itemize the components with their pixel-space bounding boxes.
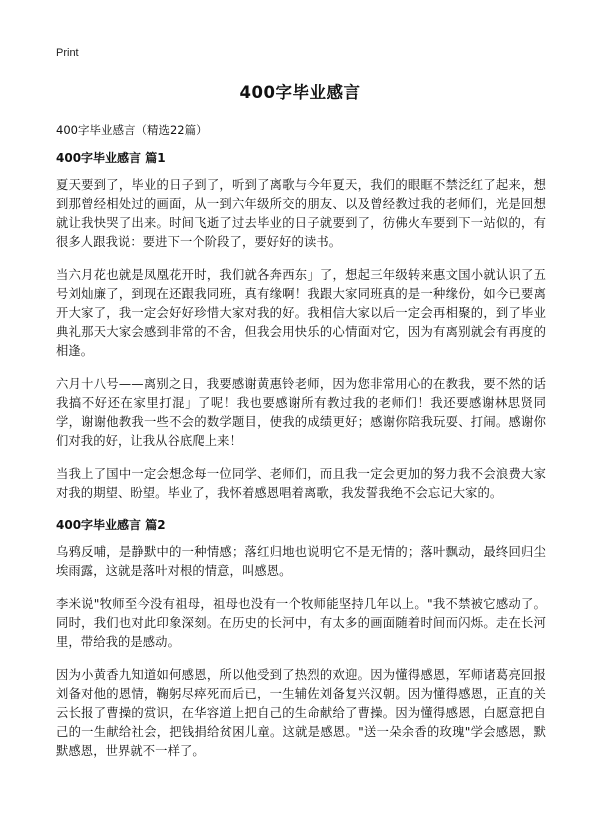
section-2 xyxy=(56,517,546,761)
paragraph: 当六月花也就是凤凰花开时，我们就各奔西东」了，想起三年级转来惠文国小就认识了五号刘灿廉了，到现在还跟我同班，真有缘啊！我跟大家同班真的是一种缘份，如今已要离开大家了，我一定会好好珍惜大家对我的好。我相信大家以后一定会再相聚的，到了毕业典礼那天大家会感到非常的不舍，但我会用快乐的心情面对它，因为有离别就会有再度的相逢。 xyxy=(56,268,546,358)
section-heading: 400字毕业感言 篇2 xyxy=(56,518,166,532)
paragraph: 夏天要到了，毕业的日子到了，听到了离歌与今年夏天，我们的眼眶不禁泛红了起来，想到那曾经相处过的画面，从一到六年级所交的朋友、以及曾经教过我的老师们，光是回想就让我快哭了出来。时间飞逝了过去毕业的日子就要到了，彷佛火车要到下一站似的，有很多人跟我说：要进下一个阶段了，要好好的读书。 xyxy=(56,178,546,249)
page-subtitle: 400字毕业感言（精选22篇） xyxy=(56,123,208,137)
print-link[interactable]: Print xyxy=(56,47,79,59)
section-heading: 400字毕业感言 篇1 xyxy=(56,151,166,165)
page-title: 400字毕业感言 xyxy=(239,83,361,102)
section-1 xyxy=(56,150,546,503)
paragraph: 当我上了国中一定会想念每一位同学、老师们，而且我一定会更加的努力我不会浪费大家对我的期望、盼望。毕业了，我怀着感恩唱着离歌，我发誓我绝不会忘记大家的。 xyxy=(56,467,546,500)
paragraph: 李米说"牧师至今没有祖母，祖母也没有一个牧师能坚持几年以上。"我不禁被它感动了。同时，我们也对此印象深刻。在历史的长河中，有太多的画面随着时间而闪烁。走在长河里，带给我的是感动。 xyxy=(56,597,546,649)
paragraph: 因为小黄香九知道如何感恩，所以他受到了热烈的欢迎。因为懂得感恩，军师诸葛亮回报刘备对他的恩情，鞠躬尽瘁死而后已，一生辅佐刘备复兴汉朝。因为懂得感恩，正直的关云长报了曹操的赏识，在华容道上把自己的生命献给了曹操。因为懂得感恩，白愿意把自己的一生献给社会，把钱捐给贫困儿童。这就是感恩。"送一朵余香的玫瑰"学会感恩，默默感恩，世界就不一样了。 xyxy=(56,668,546,758)
paragraph: 六月十八号——离别之日，我要感谢黄惠铃老师，因为您非常用心的在教我，要不然的话我搞不好还在家里打混」了呢！我也要感谢所有教过我的老师们！我还要感谢林思贤同学，谢谢他教我一些不会的数学题目，使我的成绩更好；感谢你陪我玩耍、打闹。感谢你们对我的好，让我从谷底爬上来！ xyxy=(56,377,546,448)
paragraph: 乌鸦反哺，是静默中的一种情感；落红归地也说明它不是无情的；落叶飘动，最终回归尘埃雨露，这就是落叶对根的情意，叫感恩。 xyxy=(56,545,546,578)
article-body xyxy=(56,150,546,775)
